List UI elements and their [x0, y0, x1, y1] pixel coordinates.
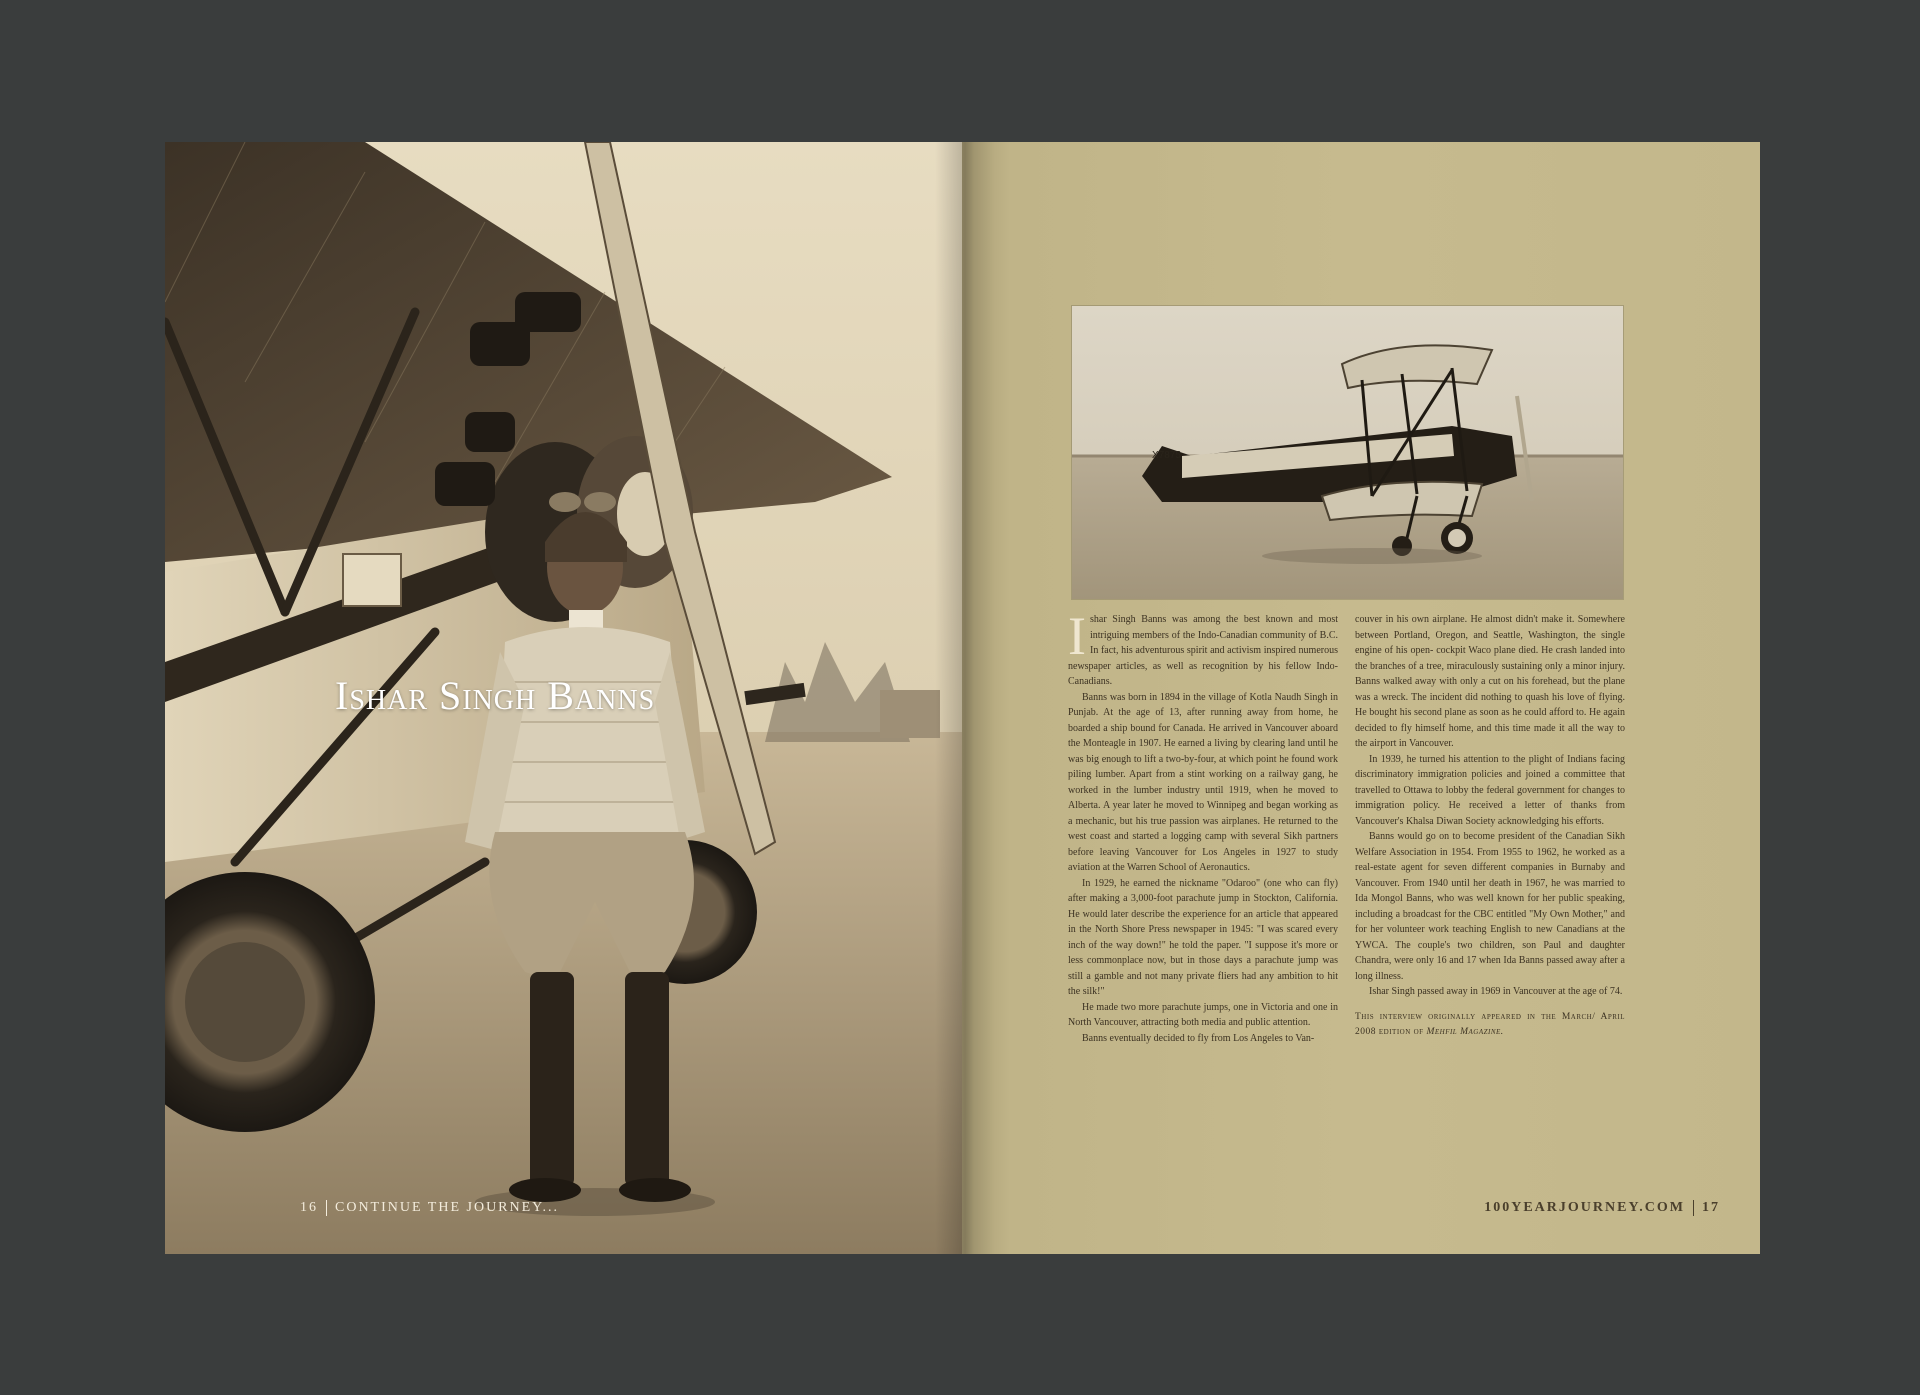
- article-credit: [1355, 1010, 1625, 1041]
- right-page: [962, 142, 1760, 1254]
- folio-divider: [326, 1200, 327, 1216]
- paragraph: Banns eventually decided to fly from Los Angeles to Van-: [1082, 1032, 1315, 1044]
- paragraph: In 1929, he earned the nickname "Odaroo" (one who can fly) after making a 3,000-foot parachute jump in Stockton, California. He would later describe the experience for an article that appeared in the North Shore Press newspaper in 1945: "I was scared every inch of the way down!" he told the paper. "I suppose it's more or less commonplace now, but in those days a parachute jump was still a gamble and not many private fliers had any ambition to hit the silk!": [1068, 877, 1338, 997]
- column-2: [1355, 612, 1625, 1041]
- folio-tagline: CONTINUE THE JOURNEY...: [335, 1200, 559, 1216]
- folio-right: [1484, 1200, 1720, 1216]
- folio-left: [300, 1200, 559, 1216]
- magazine-spread: [165, 142, 1760, 1254]
- credit-text: This interview originally appeared in the March/ April 2008 edition of: [1355, 1011, 1625, 1037]
- paragraph: Ishar Singh passed away in 1969 in Vancouver at the age of 74.: [1369, 986, 1623, 997]
- paragraph: In 1939, he turned his attention to the plight of Indians facing discriminatory immigration policies and joined a committee that travelled to Ottawa to lobby the federal government for changes to immigration policy. He received a letter of thanks from Vancouver's Khalsa Diwan Society acknowledging his efforts.: [1355, 753, 1625, 827]
- left-page: [165, 142, 962, 1254]
- column-1: [1068, 606, 1338, 1046]
- paragraph: [1068, 606, 1338, 690]
- drop-cap: I: [1068, 606, 1086, 666]
- paragraph: Banns was born in 1894 in the village of Kotla Naudh Singh in Punjab. At the age of 13, after running away from home, he boarded a ship bound for Canada. He arrived in Vancouver aboard the Monteagle in 1907. He earned a living by clearing land until he was big enough to lift a two-by-four, at which point he found work piling lumber. Apart from a stint working on a railway gang, he worked in the lumber industry until 1919, when he moved to Alberta. A year later he moved to Winnipeg and began working as a mechanic, but his true passion was airplanes. He returned to the west coast and started a logging camp with several Sikh partners before leaving Vancouver for Los Angeles in 1927 to study aviation at the Warren School of Aeronautics.: [1068, 691, 1338, 873]
- paragraph-text: shar Singh Banns was among the best known and most intriguing members of the Indo-Canadian community of B.C. In fact, his adventurous spirit and activism inspired numerous newspaper articles, as well as recognition by his fellow Indo-Canadians.: [1068, 614, 1338, 687]
- website-url: 100YEARJOURNEY.COM: [1484, 1200, 1685, 1216]
- paragraph: Banns would go on to become president of the Canadian Sikh Welfare Association in 1954. From 1955 to 1962, he worked as a real-estate agent for seven different companies in Burnaby and Vancouver. From 1940 until her death in 1967, he was married to Ida Mongol Banns, who was well known for her public speaking, including a broadcast for the CBC entitled "My Own Mother," and for her volunteer work teaching English to new Canadians at the YWCA. The couple's two children, son Paul and daughter Chandra, were only 16 and 17 when Ida Banns passed away after a long illness.: [1355, 831, 1625, 982]
- page-number-right: 17: [1702, 1200, 1720, 1216]
- magazine-name: Mehfil Magazine.: [1426, 1027, 1504, 1037]
- paragraph: couver in his own airplane. He almost didn't make it. Somewhere between Portland, Oregon, and Seattle, Washington, the single engine of his open- cockpit Waco plane died. He crash landed into the branches of a tree, miraculously sustaining only a minor injury. Banns walked away with only a cut on his forehead, but the plane was a wreck. The incident did nothing to quash his love of flying. He bought his second plane as soon as he could afford to. He again decided to fly himself home, and this time made it all the way to the airport in Vancouver.: [1355, 614, 1625, 749]
- paragraph: He made two more parachute jumps, one in Victoria and one in North Vancouver, attracting both media and public attention.: [1068, 1001, 1338, 1028]
- biplane-photo: [1072, 306, 1623, 599]
- article-title: Ishar Singh Banns: [335, 673, 656, 718]
- tail-number: X7875: [1152, 450, 1181, 461]
- article-body: [1068, 606, 1625, 1112]
- folio-divider: [1693, 1200, 1694, 1216]
- page-number-left: 16: [300, 1200, 318, 1216]
